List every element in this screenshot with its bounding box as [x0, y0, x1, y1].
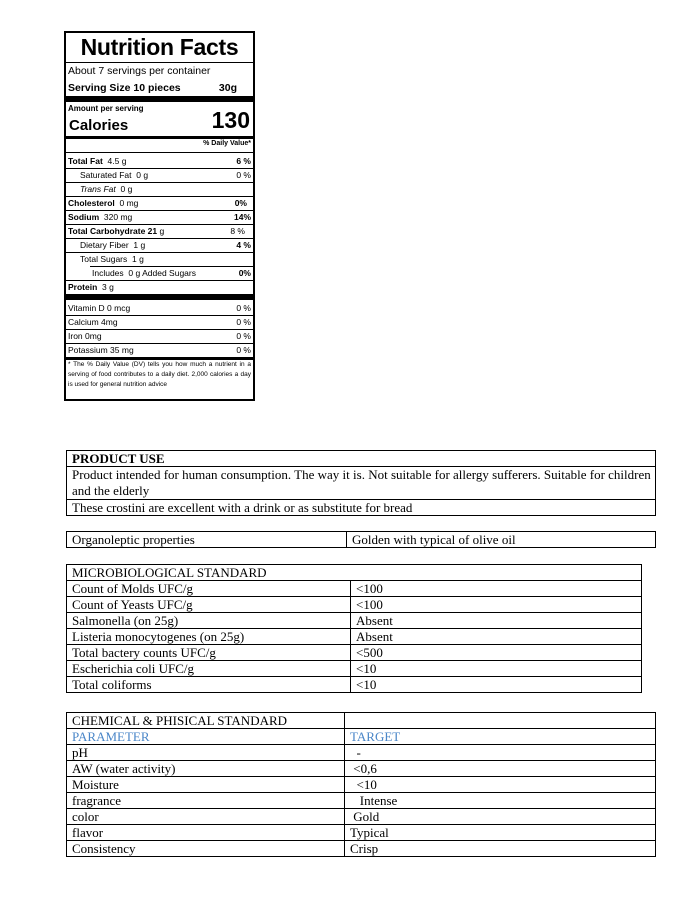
vitamin-row	[66, 301, 253, 315]
nutrient-pct: 0%	[238, 268, 251, 278]
nutrient-amount: 4.5 g	[107, 156, 127, 166]
calories-value: 130	[211, 107, 250, 133]
param-label: Total bactery counts UFC/g	[67, 645, 351, 661]
param-label: AW (water activity)	[67, 761, 345, 777]
param-label: pH	[67, 745, 345, 761]
param-value: Crisp	[345, 841, 656, 857]
param-value: Typical	[345, 825, 656, 841]
param-value: <100	[351, 597, 642, 613]
table-row	[67, 825, 656, 841]
daily-value-footnote: * The % Daily Value (DV) tells you how much a nutrient in a serving of food contributes to a daily diet. 2,000 calories a day is used for general nutrition advice	[68, 361, 251, 388]
nutrient-label: Dietary Fiber	[80, 240, 129, 250]
param-label: Escherichia coli UFC/g	[67, 661, 351, 677]
table-row	[67, 745, 656, 761]
table-row	[67, 629, 642, 645]
product-use-table	[66, 450, 656, 516]
product-use-header: PRODUCT USE	[67, 451, 656, 467]
servings-per-container: About 7 servings per container	[68, 65, 211, 77]
organoleptic-label: Organoleptic properties	[67, 532, 347, 548]
nutrient-label: Trans Fat	[80, 184, 116, 194]
param-label: Count of Yeasts UFC/g	[67, 597, 351, 613]
nutrient-label: Total Fat	[68, 156, 103, 166]
table-row	[67, 761, 656, 777]
nutrient-row-added-sugars	[66, 266, 253, 280]
table-row	[67, 645, 642, 661]
divider	[66, 152, 253, 153]
table-row	[67, 613, 642, 629]
amount-per-serving: Amount per serving	[68, 104, 144, 113]
nutrient-amount: g	[159, 226, 165, 236]
nutrient-label: Total Sugars	[80, 254, 128, 264]
table-row	[67, 597, 642, 613]
nutrient-label: Includes	[92, 268, 124, 278]
param-label: flavor	[67, 825, 345, 841]
param-label: color	[67, 809, 345, 825]
vitamin-row	[66, 329, 253, 343]
nutrition-title: Nutrition Facts	[80, 34, 239, 60]
table-row	[67, 677, 642, 693]
vitamin-row	[66, 343, 253, 357]
vitamin-label: Iron 0mg	[68, 331, 102, 341]
nutrient-pct: 0 %	[236, 170, 251, 180]
table-row	[67, 841, 656, 857]
nutrient-label: Total Carbohydrate 21	[68, 226, 158, 236]
table-row	[67, 809, 656, 825]
vitamin-pct: 0 %	[236, 345, 251, 355]
nutrient-label: Cholesterol	[68, 198, 115, 208]
param-label: Salmonella (on 25g)	[67, 613, 351, 629]
nutrient-amount: 1 g	[133, 240, 146, 250]
chemical-header-blank	[345, 713, 656, 729]
param-value: Absent	[351, 629, 642, 645]
param-value: <0,6	[345, 761, 656, 777]
nutrient-row-total-carbohydrate	[66, 224, 253, 238]
serving-size-value: 30g	[218, 82, 237, 94]
divider	[66, 62, 253, 63]
column-header-parameter: PARAMETER	[67, 729, 345, 745]
nutrient-row-sodium	[66, 210, 253, 224]
nutrient-label: Sodium	[68, 212, 100, 222]
microbiological-table	[66, 564, 642, 693]
nutrient-pct: 14%	[233, 212, 251, 222]
nutrient-pct: 6 %	[236, 156, 251, 166]
chemical-physical-table	[66, 712, 656, 857]
param-label: Total coliforms	[67, 677, 351, 693]
param-label: fragrance	[67, 793, 345, 809]
chemical-header: CHEMICAL & PHISICAL STANDARD	[67, 713, 345, 729]
nutrient-amount: 1 g	[131, 254, 144, 264]
param-label: Moisture	[67, 777, 345, 793]
nutrient-row-dietary-fiber	[66, 238, 253, 252]
calories-label: Calories	[69, 117, 129, 134]
table-row	[67, 777, 656, 793]
product-use-description: Product intended for human consumption. The way it is. Not suitable for allergy sufferers. Suitable for children and the elderly	[67, 467, 656, 500]
param-value: -	[345, 745, 656, 761]
microbiological-header: MICROBIOLOGICAL STANDARD	[67, 565, 642, 581]
param-value: Intense	[345, 793, 656, 809]
thick-divider	[66, 294, 253, 300]
param-value: <100	[351, 581, 642, 597]
nutrient-amount: 3 g	[102, 282, 114, 292]
param-label: Consistency	[67, 841, 345, 857]
daily-value-header: % Daily Value*	[203, 140, 251, 147]
serving-size-label: Serving Size 10 pieces	[68, 82, 181, 94]
table-row	[67, 793, 656, 809]
param-value: <10	[345, 777, 656, 793]
nutrient-amount: 0 mg	[119, 198, 139, 208]
nutrient-amount: 320 mg	[103, 212, 133, 222]
nutrient-label: Saturated Fat	[80, 170, 132, 180]
param-value: Absent	[351, 613, 642, 629]
nutrient-pct: 4 %	[236, 240, 251, 250]
nutrient-row-total-fat	[66, 154, 253, 168]
table-row	[67, 581, 642, 597]
param-value: <500	[351, 645, 642, 661]
vitamin-label: Calcium 4mg	[68, 317, 118, 327]
product-use-suggestion: These crostini are excellent with a drink or as substitute for bread	[67, 500, 656, 516]
nutrition-facts-panel	[64, 31, 255, 401]
param-value: <10	[351, 661, 642, 677]
param-value: <10	[351, 677, 642, 693]
organoleptic-value: Golden with typical of olive oil	[347, 532, 656, 548]
organoleptic-table	[66, 531, 656, 548]
nutrient-row-cholesterol	[66, 196, 253, 210]
nutrient-label: Protein	[68, 282, 98, 292]
nutrient-row-saturated-fat	[66, 168, 253, 182]
vitamin-pct: 0 %	[236, 331, 251, 341]
medium-divider	[66, 136, 253, 139]
param-label: Count of Molds UFC/g	[67, 581, 351, 597]
table-row	[67, 661, 642, 677]
nutrient-amount: 0 g Added Sugars	[128, 268, 196, 278]
column-header-target: TARGET	[345, 729, 656, 745]
vitamin-pct: 0 %	[236, 317, 251, 327]
nutrient-row-protein	[66, 280, 253, 294]
thick-divider	[66, 96, 253, 102]
vitamin-label: Potassium 35 mg	[68, 345, 134, 355]
nutrient-amount: 0 g	[120, 184, 133, 194]
vitamin-label: Vitamin D 0 mcg	[68, 303, 131, 313]
param-value: Gold	[345, 809, 656, 825]
nutrient-pct: 8 %	[230, 226, 245, 236]
vitamin-row	[66, 315, 253, 329]
nutrient-row-total-sugars	[66, 252, 253, 266]
nutrient-row-trans-fat	[66, 182, 253, 196]
nutrient-amount: 0 g	[136, 170, 149, 180]
vitamin-pct: 0 %	[236, 303, 251, 313]
nutrient-pct: 0%	[234, 198, 247, 208]
param-label: Listeria monocytogenes (on 25g)	[67, 629, 351, 645]
